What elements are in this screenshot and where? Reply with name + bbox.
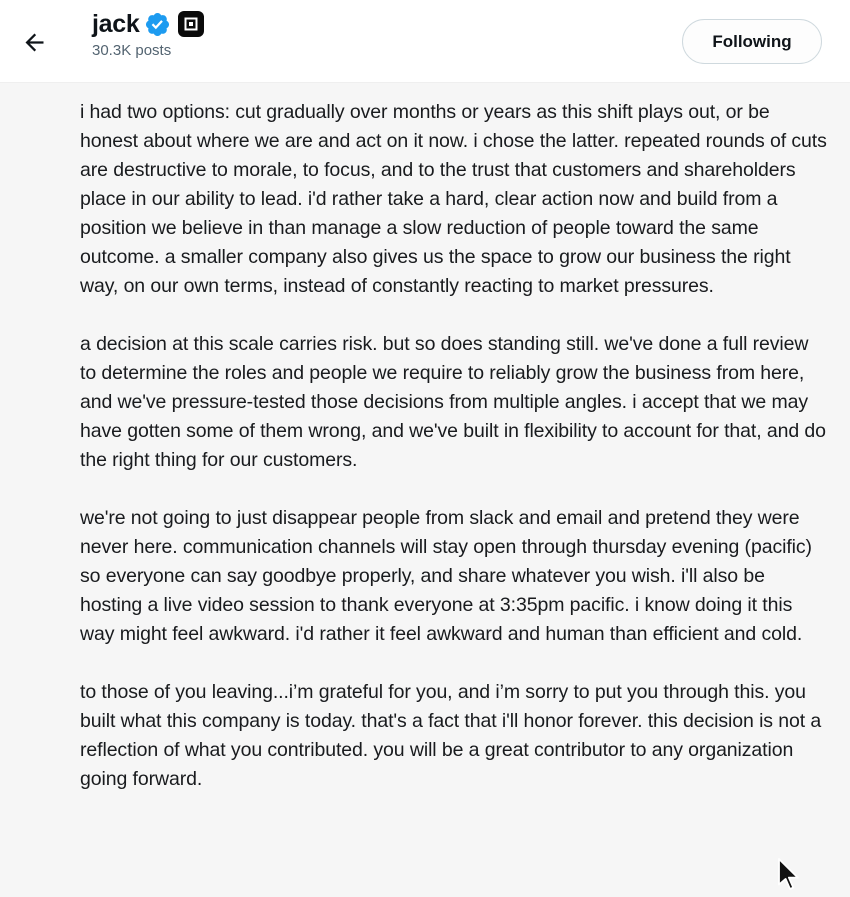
post-body (0, 83, 850, 794)
following-button[interactable]: Following (682, 19, 822, 64)
profile-title-block (92, 9, 204, 60)
left-arrow-icon (21, 29, 48, 56)
post-paragraph: i had two options: cut gradually over months or years as this shift plays out, or be honest about where we are and act on it now. i chose the latter. repeated rounds of cuts are destructive to morale, to focus, and to the trust that customers and shareholders place in our ability to lead. i'd rather take a hard, clear action now and build from a position we believe in than manage a slow reduction of people toward the same outcome. a smaller company also gives us the space to grow our business the right way, on our own terms, instead of constantly reacting to market pressures. (80, 101, 827, 297)
post-paragraph: we're not going to just disappear people from slack and email and pretend they were never here. communication channels will stay open through thursday evening (pacific) so everyone can say goodbye properly, and share whatever you wish. i'll also be hosting a live video session to thank everyone at 3:35pm pacific. i know doing it this way might feel awkward. i'd rather it feel awkward and human than efficient and cold. (80, 507, 812, 645)
arrow-pointer-icon (777, 858, 801, 897)
back-button[interactable] (16, 24, 52, 60)
profile-header (0, 0, 850, 83)
post-paragraph: a decision at this scale carries risk. but so does standing still. we've done a full review to determine the roles and people we require to reliably grow the business from here, and we've pressure-tested those decisions from multiple angles. i accept that we may have gotten some of them wrong, and we've built in flexibility to account for that, and do the right thing for our customers. (80, 333, 826, 471)
profile-name: jack (92, 10, 140, 38)
square-badge-icon (178, 11, 204, 37)
post-paragraph: to those of you leaving...i’m grateful for you, and i’m sorry to put you through this. you built what this company is today. that's a fact that i'll honor forever. this decision is not a reflection of what you contributed. you will be a great contributor to any organization going forward. (80, 681, 822, 790)
verified-badge-icon (144, 11, 171, 38)
posts-count: 30.3K posts (92, 42, 172, 59)
